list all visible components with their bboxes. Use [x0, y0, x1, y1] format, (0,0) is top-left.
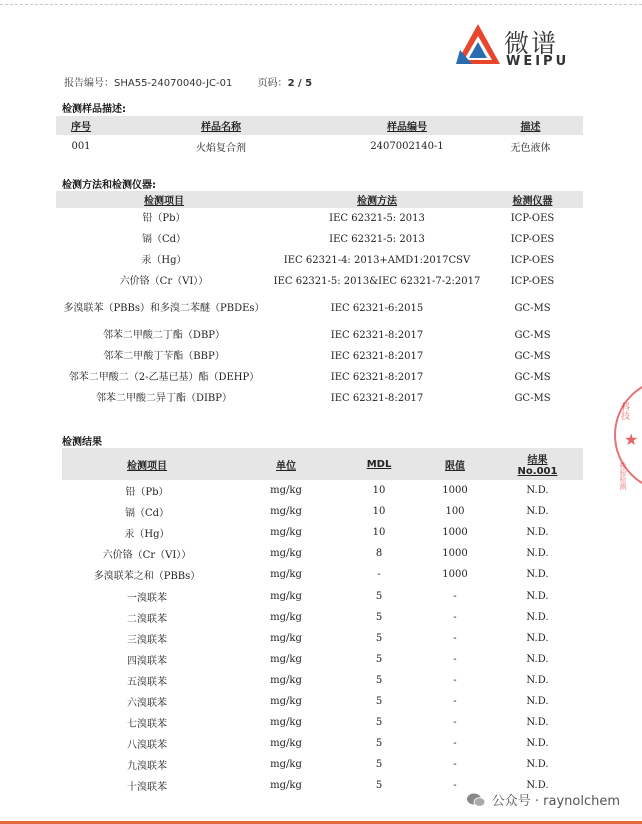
result-table-cell: 5 [375, 590, 383, 602]
result-table-cell: - [453, 611, 457, 623]
method-section-header-cell: 检测方法 [272, 191, 482, 208]
sample-table-cell: 001 [71, 140, 91, 152]
result-table-cell: 5 [375, 611, 383, 623]
method-table-cell: GC-MS [514, 392, 551, 404]
result-table-cell: 九溴联苯 [127, 761, 167, 773]
method-section-header-cell: 检测仪器 [482, 191, 583, 208]
result-table-cell: 二溴联苯 [127, 613, 167, 625]
result-table-row [62, 670, 583, 691]
result-table-cell: 1000 [442, 548, 468, 560]
stamp-star-icon: ★ [624, 430, 639, 449]
method-table-row [56, 271, 583, 292]
method-table-cell: 镉（Cd） [141, 233, 187, 245]
result-table-body [62, 480, 583, 796]
stamp-text-bottom: 检验检测 [619, 462, 627, 490]
method-table [56, 191, 583, 409]
result-table-cell: N.D. [526, 569, 549, 581]
result-table-cell: - [453, 738, 457, 750]
method-table-row [56, 208, 583, 229]
result-table-cell: 十溴联苯 [127, 782, 167, 794]
result-table-cell: mg/kg [270, 506, 302, 518]
result-table-row [62, 733, 583, 754]
result-table-cell: mg/kg [270, 632, 302, 644]
result-table-cell: N.D. [526, 506, 549, 518]
result-table-cell: 七溴联苯 [127, 719, 167, 731]
result-table-cell: N.D. [526, 653, 549, 665]
result-table-cell: 多溴联苯之和（PBBs） [93, 571, 201, 583]
sample-table-cell: 火焰复合剂 [196, 142, 246, 154]
result-table-cell: - [453, 674, 457, 686]
watermark-text: 公众号 · raynolchem [491, 794, 620, 809]
result-table-cell: N.D. [526, 759, 549, 771]
result-header-sample-no: No.001 [517, 466, 558, 477]
result-table-cell: mg/kg [270, 527, 302, 539]
result-table-cell: - [453, 780, 457, 792]
sample-table-cell: 2407002140-1 [370, 140, 444, 152]
result-table-cell: mg/kg [270, 695, 302, 707]
result-table-cell: - [453, 632, 457, 644]
method-table-row [56, 367, 583, 388]
result-table-cell: - [453, 717, 457, 729]
result-table-cell: 10 [372, 527, 386, 539]
result-table-row [62, 649, 583, 670]
method-table-cell: 邻苯二甲酸二（2-乙基已基）酯（DEHP） [68, 371, 260, 383]
method-table-row [56, 388, 583, 409]
method-table-cell: GC-MS [514, 329, 551, 341]
result-table-row [62, 501, 583, 522]
result-table-header [62, 448, 583, 480]
sample-table-cell: 无色液体 [510, 142, 551, 154]
result-table-cell: mg/kg [270, 759, 302, 771]
method-table-row [56, 229, 583, 250]
result-table-cell: N.D. [526, 738, 549, 750]
method-table-cell: IEC 62321-6:2015 [330, 302, 424, 314]
result-table-cell: N.D. [526, 674, 549, 686]
result-table-cell: N.D. [526, 695, 549, 707]
result-table-cell: 5 [375, 717, 383, 729]
result-table-cell: mg/kg [270, 738, 302, 750]
result-table-cell: - [453, 759, 457, 771]
result-table-cell: N.D. [526, 611, 549, 623]
method-table-cell: IEC 62321-8:2017 [330, 350, 424, 362]
result-table-row [62, 585, 583, 606]
result-table-cell: 铅（Pb） [125, 487, 169, 499]
sample-section-header-cell: 样品编号 [336, 116, 478, 135]
result-table-cell: 汞（Hg） [124, 529, 170, 541]
result-table-cell: mg/kg [270, 611, 302, 623]
method-table-cell: GC-MS [514, 302, 551, 314]
page-top-dashed-line [0, 4, 642, 5]
wechat-watermark [466, 790, 620, 809]
method-table-cell: GC-MS [514, 350, 551, 362]
method-table-cell: 多溴联苯（PBBs）和多溴二苯醚（PBDEs） [63, 302, 265, 314]
method-section-header-cell: 检测项目 [56, 191, 272, 208]
page-number: 2 / 5 [287, 78, 313, 89]
result-table-cell: 5 [375, 759, 383, 771]
result-table-cell: 5 [375, 695, 383, 707]
result-table-cell: mg/kg [270, 548, 302, 560]
sample-table [56, 116, 583, 157]
result-table-cell: N.D. [526, 717, 549, 729]
logo-en-text: WEIPU [506, 54, 570, 69]
sample-table-row [56, 135, 583, 157]
sample-section-header-cell: 样品名称 [106, 116, 336, 135]
result-header-limit: 限值 [418, 448, 492, 480]
result-table-row [62, 543, 583, 564]
result-table-row [62, 754, 583, 775]
result-table-cell: 六溴联苯 [127, 697, 167, 709]
result-table-cell: N.D. [526, 527, 549, 539]
result-table-cell: mg/kg [270, 717, 302, 729]
method-table-cell: 邻苯二甲酸二异丁酯（DIBP） [95, 392, 233, 404]
result-table-cell: - [453, 695, 457, 707]
page-label: 页码： [257, 78, 288, 89]
result-table-cell: mg/kg [270, 485, 302, 497]
method-table-cell: GC-MS [514, 371, 551, 383]
wechat-icon [466, 792, 486, 808]
result-table-cell: 8 [375, 548, 383, 560]
result-table-cell: mg/kg [270, 569, 302, 581]
method-table-cell: 邻苯二甲酸丁苄酯（BBP） [103, 350, 225, 362]
result-table-cell: N.D. [526, 632, 549, 644]
result-table-cell: N.D. [526, 590, 549, 602]
report-info-line [64, 74, 312, 89]
result-table-cell: 1000 [442, 485, 468, 497]
report-number-label: 报告编号： [64, 78, 114, 89]
result-table-row [62, 628, 583, 649]
stamp-text-top: 科技 [619, 402, 629, 420]
sample-section-title: 检测样品描述: [62, 104, 126, 115]
result-section-title: 检测结果 [62, 437, 102, 448]
method-table-cell: ICP-OES [510, 233, 555, 245]
result-table-cell: N.D. [526, 548, 549, 560]
method-table-row [56, 292, 583, 325]
logo-cn-text: 微谱 [504, 29, 559, 58]
result-table-cell: 1000 [442, 569, 468, 581]
method-table-cell: IEC 62321-8:2017 [330, 371, 424, 383]
result-table-cell: 100 [445, 506, 465, 518]
result-table-row [62, 712, 583, 733]
method-table-cell: IEC 62321-5: 2013 [329, 233, 425, 245]
result-table-cell: 1000 [442, 527, 468, 539]
result-table-cell: mg/kg [270, 653, 302, 665]
result-table-row [62, 607, 583, 628]
result-table-cell: - [453, 590, 457, 602]
result-table-cell: 5 [375, 632, 383, 644]
result-table-cell: 四溴联苯 [127, 655, 167, 667]
result-table-cell: 六价铬（Cr（VI）） [102, 550, 192, 562]
sample-section-header-cell: 序号 [56, 116, 106, 135]
result-header-result-label: 结果 [527, 455, 548, 466]
result-table-row [62, 522, 583, 543]
result-table-cell: 5 [375, 653, 383, 665]
result-table-cell: 10 [372, 506, 386, 518]
method-table-body [56, 208, 583, 409]
report-number: SHA55-24070040-JC-01 [114, 78, 233, 89]
result-table-cell: 三溴联苯 [127, 634, 167, 646]
official-stamp [604, 378, 642, 498]
sample-table-body [56, 135, 583, 157]
result-table-cell: 一溴联苯 [127, 592, 167, 604]
result-table-cell: 5 [375, 674, 383, 686]
result-table-cell: N.D. [526, 780, 549, 792]
result-table-cell: 10 [372, 485, 386, 497]
method-table-cell: 汞（Hg） [141, 254, 187, 266]
result-table-row [62, 564, 583, 585]
result-table-cell: 5 [375, 780, 383, 792]
method-table-cell: ICP-OES [510, 212, 555, 224]
sample-section-header-cell: 描述 [478, 116, 583, 135]
result-header-item: 检测项目 [62, 448, 232, 480]
weipu-logo-mark-icon [454, 22, 502, 68]
method-table-cell: IEC 62321-8:2017 [330, 329, 424, 341]
method-table-cell: IEC 62321-5: 2013&IEC 62321-7-2:2017 [273, 275, 481, 287]
result-table [62, 448, 583, 796]
method-table-row [56, 250, 583, 271]
result-table-row [62, 691, 583, 712]
result-header-result [492, 448, 583, 480]
result-table-cell: N.D. [526, 485, 549, 497]
method-table-cell: 邻苯二甲酸二丁酯（DBP） [102, 329, 226, 341]
method-table-cell: ICP-OES [510, 275, 555, 287]
result-table-cell: mg/kg [270, 590, 302, 602]
result-table-cell: 五溴联苯 [127, 676, 167, 688]
method-table-cell: IEC 62321-4: 2013+AMD1:2017CSV [283, 254, 471, 266]
result-table-cell: - [453, 653, 457, 665]
method-table-cell: IEC 62321-5: 2013 [329, 212, 425, 224]
method-table-cell: IEC 62321-8:2017 [330, 392, 424, 404]
method-table-row [56, 346, 583, 367]
result-table-cell: 5 [375, 738, 383, 750]
result-table-cell: - [377, 569, 381, 581]
method-table-cell: 六价铬（Cr（VI）） [119, 275, 209, 287]
method-table-cell: 铅（Pb） [142, 212, 186, 224]
method-table-cell: ICP-OES [510, 254, 555, 266]
sample-table-header [56, 116, 583, 135]
result-table-row [62, 480, 583, 501]
result-table-cell: 镉（Cd） [124, 508, 170, 520]
method-table-row [56, 325, 583, 346]
method-table-header [56, 191, 583, 208]
result-table-cell: 八溴联苯 [127, 740, 167, 752]
result-table-cell: mg/kg [270, 674, 302, 686]
result-header-mdl: MDL [340, 448, 418, 480]
result-header-unit: 单位 [232, 448, 340, 480]
method-section-title: 检测方法和检测仪器: [62, 180, 156, 191]
weipu-logo [454, 22, 574, 72]
result-table-cell: mg/kg [270, 780, 302, 792]
